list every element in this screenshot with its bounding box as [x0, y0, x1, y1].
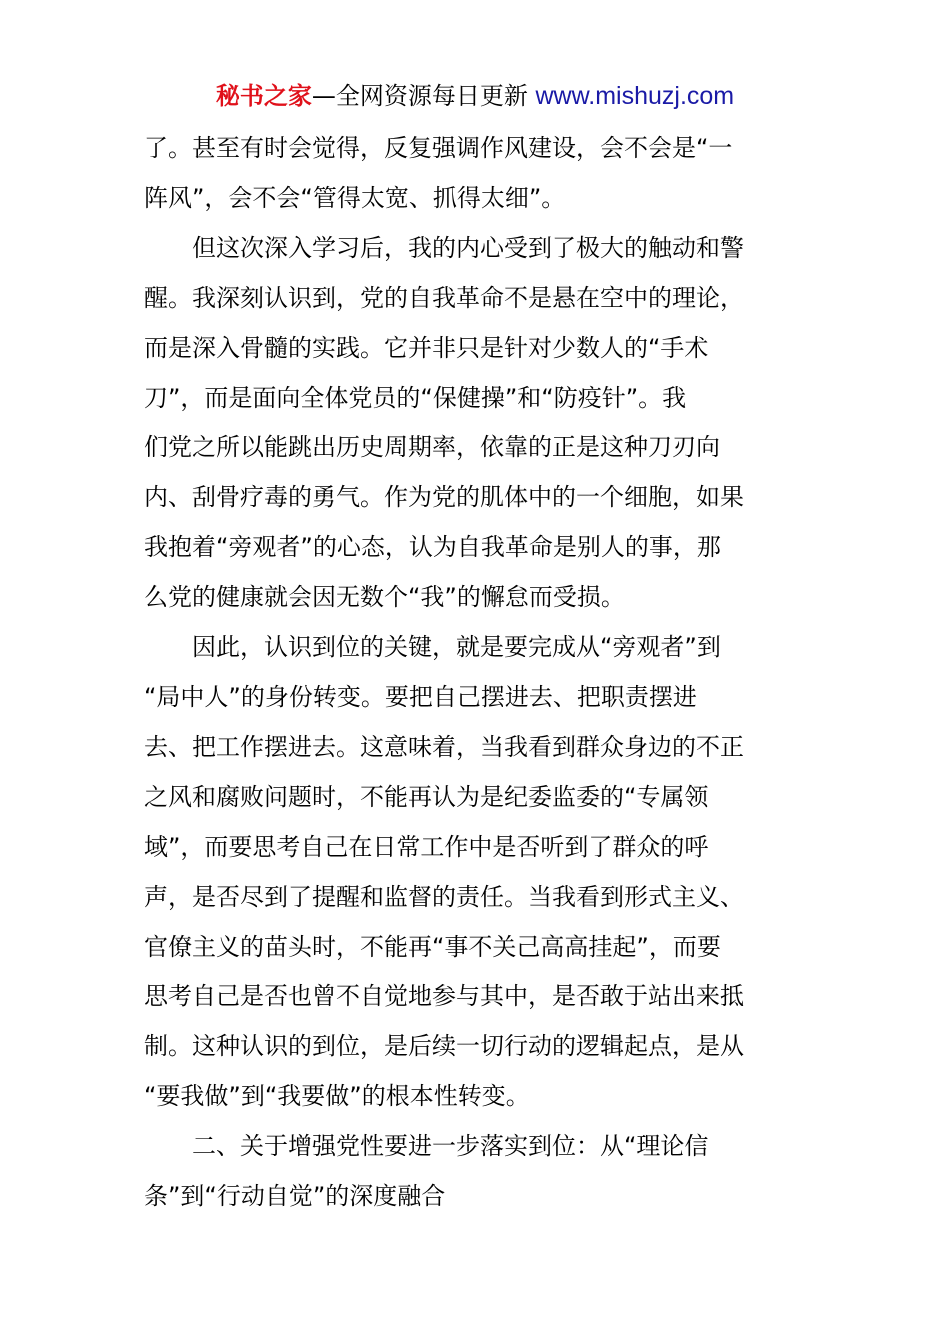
- paragraph-continued: [144, 124, 794, 224]
- text-line: 声，是否尽到了提醒和监督的责任。当我看到形式主义、: [144, 882, 744, 911]
- text-line: 条”到“行动自觉”的深度融合: [144, 1182, 446, 1211]
- paragraph-key-point: [144, 623, 794, 1122]
- text-line: 么党的健康就会因无数个“我”的懈怠而受损。: [144, 583, 625, 612]
- text-line: 而是深入骨髓的实践。它并非只是针对少数人的“手术: [144, 333, 709, 362]
- text-line: 们党之所以能跳出历史周期率，依靠的正是这种刀刃向: [144, 433, 720, 462]
- text-line: 之风和腐败问题时，不能再认为是纪委监委的“专属领: [144, 782, 709, 811]
- text-line: 但这次深入学习后，我的内心受到了极大的触动和警: [144, 233, 744, 262]
- text-line: 内、刮骨疗毒的勇气。作为党的肌体中的一个细胞，如果: [144, 483, 744, 512]
- section-heading: [144, 1122, 794, 1222]
- text-line: 二、关于增强党性要进一步落实到位：从“理论信: [144, 1132, 709, 1161]
- text-line: 官僚主义的苗头时，不能再“事不关己高高挂起”，而要: [144, 932, 721, 961]
- site-url-link[interactable]: www.mishuzj.com: [535, 82, 735, 110]
- site-brand: 秘书之家: [215, 82, 312, 110]
- text-line: 醒。我深刻认识到，党的自我革命不是悬在空中的理论，: [144, 283, 744, 312]
- text-line: 阵风”，会不会“管得太宽、抓得太细”。: [144, 183, 566, 212]
- text-line: “要我做”到“我要做”的根本性转变。: [144, 1082, 530, 1111]
- document-body: [144, 124, 794, 1222]
- text-line: 域”，而要思考自己在日常工作中是否听到了群众的呼: [144, 832, 709, 861]
- text-line: 了。甚至有时会觉得，反复强调作风建设，会不会是“一: [144, 134, 733, 162]
- text-line: 制。这种认识的到位，是后续一切行动的逻辑起点，是从: [144, 1032, 744, 1061]
- paragraph-reflection: [144, 224, 794, 623]
- text-line: 思考自己是否也曾不自觉地参与其中，是否敢于站出来抵: [144, 982, 744, 1011]
- text-line: 刀”，而是面向全体党员的“保健操”和“防疫针”。我: [144, 383, 687, 412]
- text-line: 去、把工作摆进去。这意味着，当我看到群众身边的不正: [144, 732, 744, 761]
- text-line: 因此，认识到位的关键，就是要完成从“旁观者”到: [144, 633, 721, 662]
- text-line: 我抱着“旁观者”的心态，认为自我革命是别人的事，那: [144, 533, 721, 562]
- site-tagline: —全网资源每日更新: [311, 82, 528, 110]
- text-line: “局中人”的身份转变。要把自己摆进去、把职责摆进: [144, 682, 697, 711]
- site-header: [0, 80, 950, 112]
